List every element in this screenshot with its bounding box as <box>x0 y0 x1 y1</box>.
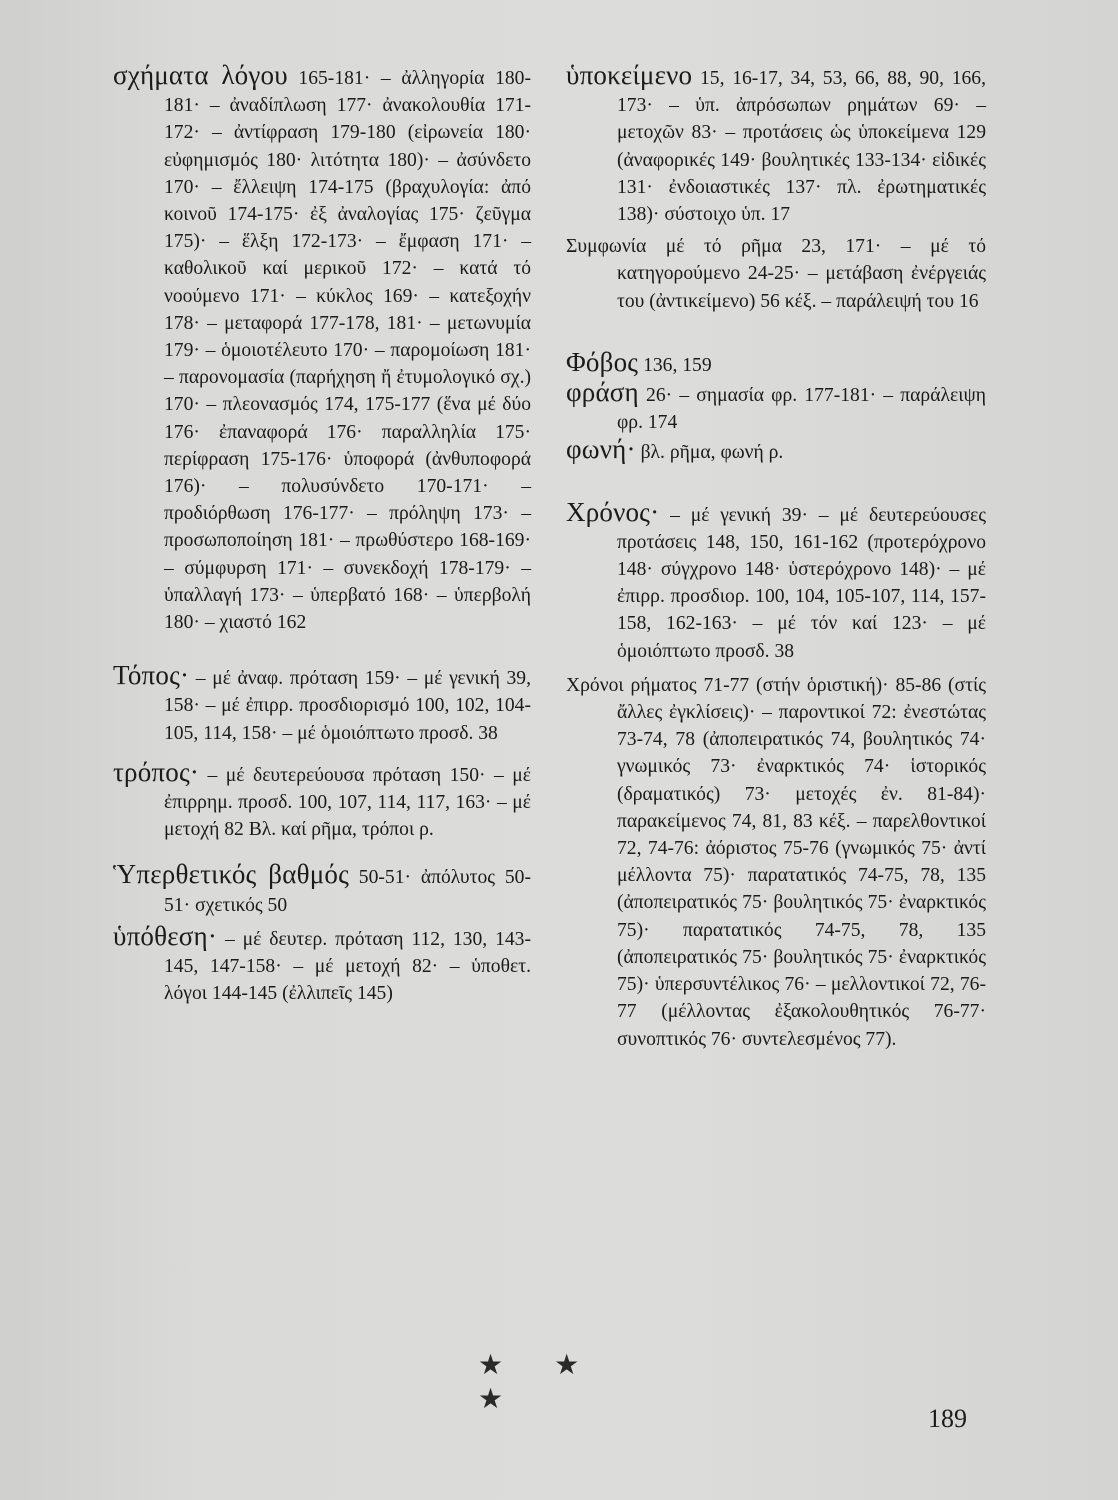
entry-text: Χρόνοι ρήματος 71-77 (στήν ὁριστική)· 85-86 (στίς ἄλλες ἐγκλίσεις)· – παροντικοί 72: ἐνεστώτας 73-74, 78 (ἀποπειρατικός 74, βουλητικός 74· γνωμικός 73· ἐναρκτικός 74· ἱστορικός (δραματικός) 73· μετοχές ἐν. 81-84)· παρακείμενος 74, 81, 83 κέξ. – παρελθοντικοί 72, 74-76: ἀόριστος 75-76 (γνωμικός 75· ἀντί μέλλοντα 75)· παρατατικός 74-75, 78, 135 (ἀποπειρατικός 75· βουλητικός 75· ἐναρκτικός 75)· παρατατικός 74-75, 78, 135 (ἀποπειρατικός 75· βουλητικός 75· ἐναρκτικός 75)· ὑπερσυντέλικος 76· – μελλοντικοί 72, 76-77 (μέλλοντας ἐξακολουθητικός 76-77· συνοπτικός 76· συντελεσμένος 77). <box>566 674 986 1050</box>
entry-head: φωνή· <box>566 434 636 465</box>
index-entry-chronoi-rimatos <box>566 669 986 1053</box>
entry-text: Συμφωνία μέ τό ρῆμα 23, 171· – μέ τό κατηγορούμενο 24-25· – μετάβαση ἐνέργειάς του (ἀντικείμενο) 56 κέξ. – παράλειψή του 16 <box>566 236 986 312</box>
entry-head: Χρόνος· <box>566 496 660 527</box>
entry-text: 50-51· ἀπόλυτος 50-51· σχετικός 50 <box>164 867 531 916</box>
index-entry-tropos <box>113 756 531 844</box>
entry-text: 136, 159 <box>638 354 712 376</box>
index-entry-fovos <box>566 346 986 379</box>
entry-text: 26· – σημασία φρ. 177-181· – παράλειψη φρ. 174 <box>617 385 986 434</box>
index-entry-symfonia <box>566 230 986 315</box>
entry-text: – μέ δευτερ. πρόταση 112, 130, 143-145, 147-158· – μέ μετοχή 82· – ὑποθετ. λόγοι 144-145 (ἐλλιπεῖς 145) <box>164 928 531 1005</box>
index-entry-frasi <box>566 379 986 436</box>
index-column-right <box>566 62 986 1053</box>
entry-head: Ὑπερθετικός βαθμός <box>113 859 349 890</box>
entry-head: σχήματα λόγου <box>113 60 288 90</box>
entry-text: – μέ ἀναφ. πρόταση 159· – μέ γενική 39, 158· – μέ ἐπιρρ. προσδιορισμό 100, 102, 104-105, 114, 158· – μέ ὁμοιόπτωτο προσδ. 38 <box>164 668 531 744</box>
index-entry-schimata-logou <box>113 62 531 636</box>
index-entry-yperthetikos <box>113 861 531 918</box>
entry-text: 165-181· – ἀλληγορία 180-181· – ἀναδίπλωση 177· ἀνακολουθία 171-172· – ἀντίφραση 179-180 (εἰρωνεία 180· εὐφημισμός 180· λιτότητα 180)· – ἀσύνδετο 170· – ἔλλειψη 174-175 (βραχυλογία: ἀπό κοινοῦ 174-175· ἐξ ἀναλογίας 175· ζεῦγμα 175)· – ἕλξη 172-173· – ἔμφαση 171· – καθολικοῦ καί μερικοῦ 172· – κατά τό νοούμενο 171· – κύκλος 169· – κατεξοχήν 178· – μεταφορά 177-178, 181· – μετωνυμία 179· – ὁμοιοτέλευτο 170· – παρομοίωση 181· – παρονομασία (παρήχηση ἤ ἐτυμολογικό σχ.) 170· – πλεονασμός 174, 175-177 (ἕνα μέ δύο 176· ἐπαναφορά 176· παραλληλία 175· περίφραση 175-176· ὑποφορά (ἀνθυποφορά 176)· – πολυσύνδετο 170-171· – προδιόρθωση 176-177· – πρόληψη 173· – προσωποποίηση 181· – πρωθύστερο 168-169· – σύμφυρση 171· – συνεκδοχή 178-179· – ὑπαλλαγή 173· – ὑπερβατό 168· – ὑπερβολή 180· – χιαστό 162 <box>164 68 531 634</box>
entry-head: ὑποκείμενο <box>566 60 693 90</box>
entry-text: βλ. ρῆμα, φωνή ρ. <box>635 442 784 464</box>
entry-head: Τόπος· <box>113 660 190 691</box>
star-ornament: ★ ★ ★ <box>478 1350 602 1415</box>
entry-head: Φόβος <box>566 346 639 377</box>
entry-text: 15, 16-17, 34, 53, 66, 88, 90, 166, 173· – ὑπ. ἀπρόσωπων ρημάτων 69· – μετοχῶν 83· – προτάσεις ὡς ὑποκείμενα 129 (ἀναφορικές 149· βουλητικές 133-134· εἰδικές 131· ἐνδοιαστικές 137· πλ. ἐρωτηματικές 138)· σύστοιχο ὑπ. 17 <box>617 68 986 226</box>
index-entry-chronos <box>566 496 986 665</box>
index-entry-ypokeimeno <box>566 62 986 228</box>
index-column-left <box>113 62 531 1008</box>
entry-text: – μέ δευτερεύουσα πρόταση 150· – μέ ἐπιρρημ. προσδ. 100, 107, 114, 117, 163· – μέ μετοχή 82 Βλ. καί ρῆμα, τρόποι ρ. <box>164 764 531 841</box>
index-entry-foni <box>566 436 986 466</box>
entry-text: – μέ γενική 39· – μέ δευτερεύουσες προτάσεις 148, 150, 161-162 (προτερόχρονο 148· σύγχρονο 148· ὑστερόχρονο 148)· – μέ ἐπιρρ. προσδιορ. 100, 104, 105-107, 114, 157-158, 162-163· – μέ τόν καί 123· – μέ ὁμοιόπτωτο προσδ. 38 <box>617 504 986 662</box>
entry-head: φράση <box>566 377 639 408</box>
page-number: 189 <box>928 1404 967 1433</box>
index-entry-topos <box>113 662 531 747</box>
entry-head: ὑπόθεση· <box>113 920 218 951</box>
entry-head: τρόπος· <box>113 756 200 787</box>
index-entry-ypothesi <box>113 920 531 1008</box>
